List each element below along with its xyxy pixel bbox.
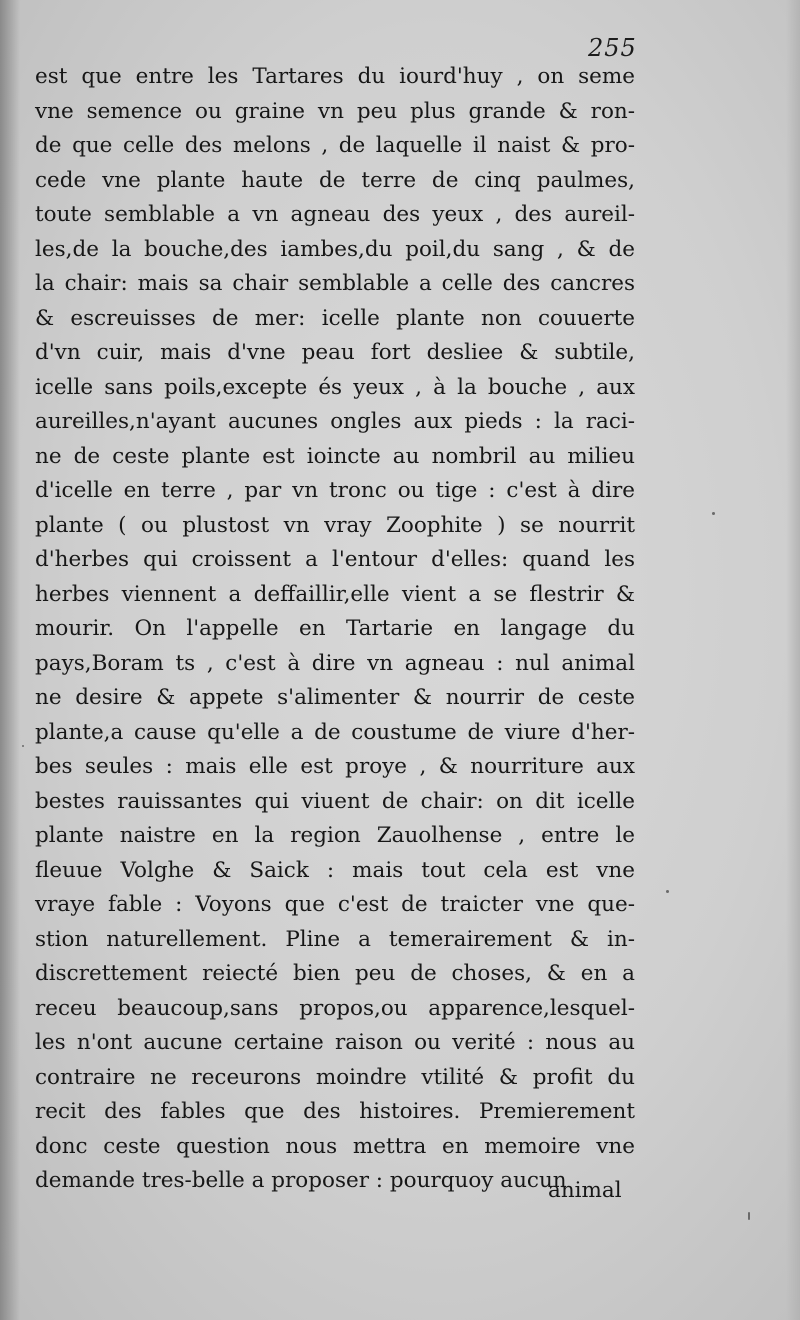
text-line: est que entre les Tartares du iourd'huy , on seme: [35, 64, 635, 89]
text-line: les,de la bouche,des iambes,du poil,du sang , & de: [35, 236, 635, 262]
text-line: bestes rauissantes qui viuent de chair: on dit icelle: [35, 788, 635, 814]
text-line: vne semence ou graine vn peu plus grande & ron-: [35, 98, 635, 124]
text-line: recit des fables que des histoires. Premierement: [35, 1099, 635, 1124]
text-line: ne desire & appete s'alimenter & nourrir de ceste: [35, 685, 635, 710]
text-line: receu beaucoup,sans propos,ou apparence,lesquel-: [35, 995, 635, 1021]
text-line: plante ( ou plustost vn vray Zoophite ) se nourrit: [35, 512, 635, 538]
text-line: ne de ceste plante est ioincte au nombril au milieu: [35, 443, 635, 469]
text-line: cede vne plante haute de terre de cinq paulmes,: [35, 167, 635, 193]
gutter-shadow: [0, 0, 20, 1320]
page-number: 255: [588, 34, 637, 62]
text-line: les n'ont aucune certaine raison ou verité : nous au: [35, 1030, 635, 1055]
text-line: plante naistre en la region Zauolhense , entre le: [35, 823, 635, 848]
text-line: herbes viennent a deffaillir,elle vient a se flestrir &: [35, 581, 635, 607]
paper-speck: [712, 512, 715, 515]
text-line: discrettement reiecté bien peu de choses, & en a: [35, 961, 635, 986]
text-line: aureilles,n'ayant aucunes ongles aux pieds : la raci-: [35, 409, 635, 434]
text-line: vraye fable : Voyons que c'est de traicter vne que-: [35, 892, 635, 917]
text-line: d'vn cuir, mais d'vne peau fort desliee & subtile,: [35, 340, 635, 365]
catchword: animal: [548, 1178, 622, 1203]
text-line: toute semblable a vn agneau des yeux , des aureil-: [35, 202, 635, 227]
text-line: mourir. On l'appelle en Tartarie en langage du: [35, 616, 635, 641]
text-line: donc ceste question nous mettra en memoire vne: [35, 1133, 635, 1159]
text-line: stion naturellement. Pline a temerairement & in-: [35, 926, 635, 952]
text-line: de que celle des melons , de laquelle il naist & pro-: [35, 133, 635, 158]
text-line: d'icelle en terre , par vn tronc ou tige : c'est à dire: [35, 478, 635, 503]
text-line: bes seules : mais elle est proye , & nourriture aux: [35, 754, 635, 779]
text-line: pays,Boram ts , c'est à dire vn agneau : nul animal: [35, 650, 635, 676]
paper-speck: [748, 1212, 750, 1220]
paper-speck: [666, 890, 669, 893]
text-line: contraire ne receurons moindre vtilité & profit du: [35, 1064, 635, 1090]
text-line: & escreuisses de mer: icelle plante non couuerte: [35, 305, 635, 331]
text-line: icelle sans poils,excepte és yeux , à la bouche , aux: [35, 374, 635, 400]
text-line: demande tres-belle a proposer : pourquoy aucun: [35, 1168, 567, 1193]
paper-speck: [22, 745, 24, 747]
body-text: [35, 60, 635, 1199]
text-line: plante,a cause qu'elle a de coustume de viure d'her-: [35, 719, 635, 745]
page-edge: [786, 0, 800, 1320]
text-line: la chair: mais sa chair semblable a celle des cancres: [35, 271, 635, 296]
text-line: d'herbes qui croissent a l'entour d'elles: quand les: [35, 547, 635, 572]
text-line: fleuue Volghe & Saick : mais tout cela est vne: [35, 857, 635, 883]
